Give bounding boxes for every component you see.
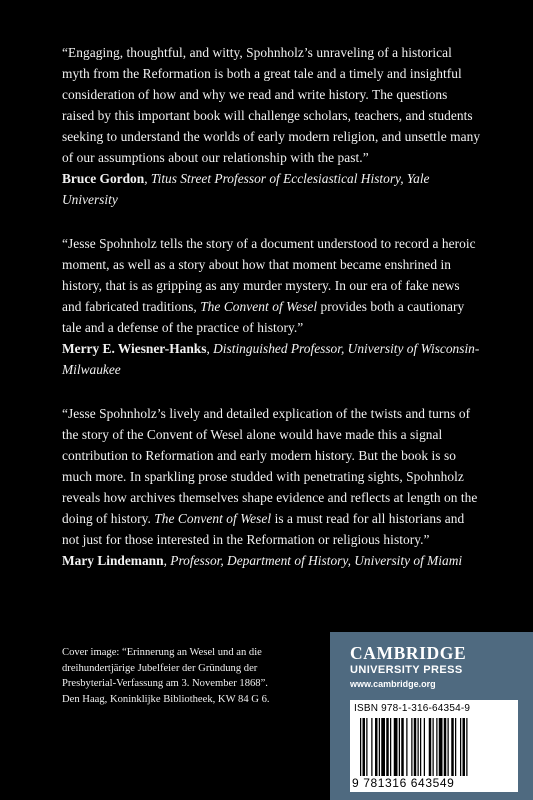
quote-text-part: provides both a cautionary tale and a defense of the practice of history.” bbox=[62, 299, 465, 335]
barcode-bar bbox=[366, 718, 367, 776]
book-title-italic: The Convent of Wesel bbox=[200, 299, 318, 314]
barcode-bar bbox=[375, 718, 378, 776]
barcode-bar bbox=[399, 718, 400, 776]
barcode-bar bbox=[420, 718, 421, 776]
quote-text-part: is a must read for all historians and not just for those interested in the Reformation or religious history.” bbox=[62, 511, 465, 547]
isbn-barcode-box bbox=[350, 700, 518, 792]
quote-text-part: “Jesse Spohnholz’s lively and detailed explication of the twists and turns of the story of the Convent of Wesel alone would have made this a signal contribution to Reformation and early modern history. But the book is so much more. In sparkling prose studded with penetrating sights, Spohnholz reveals how archives themselves shape evidence and reflects at length on the doing of history. bbox=[62, 406, 478, 526]
barcode-bar bbox=[460, 718, 461, 776]
barcode-bar bbox=[455, 718, 456, 776]
quote-text-part: “Jesse Spohnholz tells the story of a document understood to record a heroic moment, as well as a story about how that moment became enshrined in history, that is as gripping as any murder mystery. In our era of fake news and fabricated traditions, bbox=[62, 236, 476, 314]
publisher-logo-name: CAMBRIDGE bbox=[350, 643, 467, 663]
barcode-bar bbox=[386, 718, 389, 776]
barcode-bar bbox=[401, 718, 404, 776]
review-quote-1 bbox=[62, 42, 482, 210]
barcode-bar bbox=[429, 718, 432, 776]
quote-attribution: Merry E. Wiesner-Hanks, Distinguished Professor, University of Wisconsin-Milwaukee bbox=[62, 341, 480, 377]
barcode-bar bbox=[363, 718, 366, 776]
review-quote-3 bbox=[62, 403, 482, 571]
isbn-label: ISBN 978-1-316-64354-9 bbox=[354, 703, 471, 714]
barcode-bar bbox=[436, 718, 437, 776]
quote-text: “Engaging, thoughtful, and witty, Spohnholz’s unraveling of a historical myth from the Reformation is both a great tale and a timely and insightful consideration of how and why we read and write history. The questions raised by this important book will challenge scholars, teachers, and students seeking to understand the worlds of early modern religion, and unsettle many of our assumptions about our relationship with the past.” bbox=[62, 45, 481, 165]
publisher-url: www.cambridge.org bbox=[350, 679, 436, 689]
cover-image-credit bbox=[62, 645, 302, 707]
barcode-digits: 9 781316 643549 bbox=[352, 776, 455, 790]
barcode-bar bbox=[394, 718, 398, 776]
barcode-bar bbox=[411, 718, 412, 776]
book-title-italic: The Convent of Wesel bbox=[154, 511, 272, 526]
barcode-bar bbox=[466, 718, 467, 776]
reviewer-title: Titus Street Professor of Ecclesiastical History, Yale University bbox=[62, 171, 430, 207]
credit-line: Presbyterial-Verfassung am 3. November 1868”. bbox=[62, 678, 268, 689]
quote-attribution: Mary Lindemann, Professor, Department of History, University of Miami bbox=[62, 553, 463, 568]
barcode-bar bbox=[360, 718, 361, 776]
barcode-bar bbox=[463, 718, 466, 776]
quote-text bbox=[62, 233, 482, 338]
credit-line: dreihundertjärige Jubelfeier der Gründung der bbox=[62, 662, 258, 674]
barcode-bar bbox=[418, 718, 419, 776]
barcode-bar bbox=[414, 718, 417, 776]
review-quote-2 bbox=[62, 233, 482, 380]
barcode-bar bbox=[444, 718, 447, 776]
barcode-bar bbox=[381, 718, 385, 776]
quote-attribution: Bruce Gordon, Titus Street Professor of Ecclesiastical History, Yale University bbox=[62, 171, 430, 207]
barcode-icon bbox=[360, 718, 508, 776]
publisher-logo-subtitle: UNIVERSITY PRESS bbox=[350, 664, 463, 676]
credit-line: Den Haag, Koninklijke Bibliotheek, KW 84 G 6. bbox=[62, 693, 270, 705]
barcode-bar bbox=[451, 718, 454, 776]
reviewer-name: Mary Lindemann bbox=[62, 553, 164, 568]
barcode-bar bbox=[371, 718, 372, 776]
reviewer-name: Merry E. Wiesner-Hanks bbox=[62, 341, 207, 356]
barcode-bar bbox=[448, 718, 449, 776]
credit-line: Cover image: “Erinnerung an Wesel und an die bbox=[62, 647, 262, 658]
reviewer-title: Distinguished Professor, University of Wisconsin-Milwaukee bbox=[62, 341, 480, 377]
barcode-bar bbox=[379, 718, 380, 776]
publisher-panel bbox=[330, 632, 533, 800]
barcode-bar bbox=[439, 718, 443, 776]
barcode-bar bbox=[390, 718, 391, 776]
barcode-bar bbox=[406, 718, 407, 776]
reviewer-title: Professor, Department of History, University of Miami bbox=[170, 553, 463, 568]
quote-text bbox=[62, 403, 482, 550]
reviewer-name: Bruce Gordon bbox=[62, 171, 145, 186]
barcode-bar bbox=[433, 718, 434, 776]
barcode-bar bbox=[424, 718, 425, 776]
